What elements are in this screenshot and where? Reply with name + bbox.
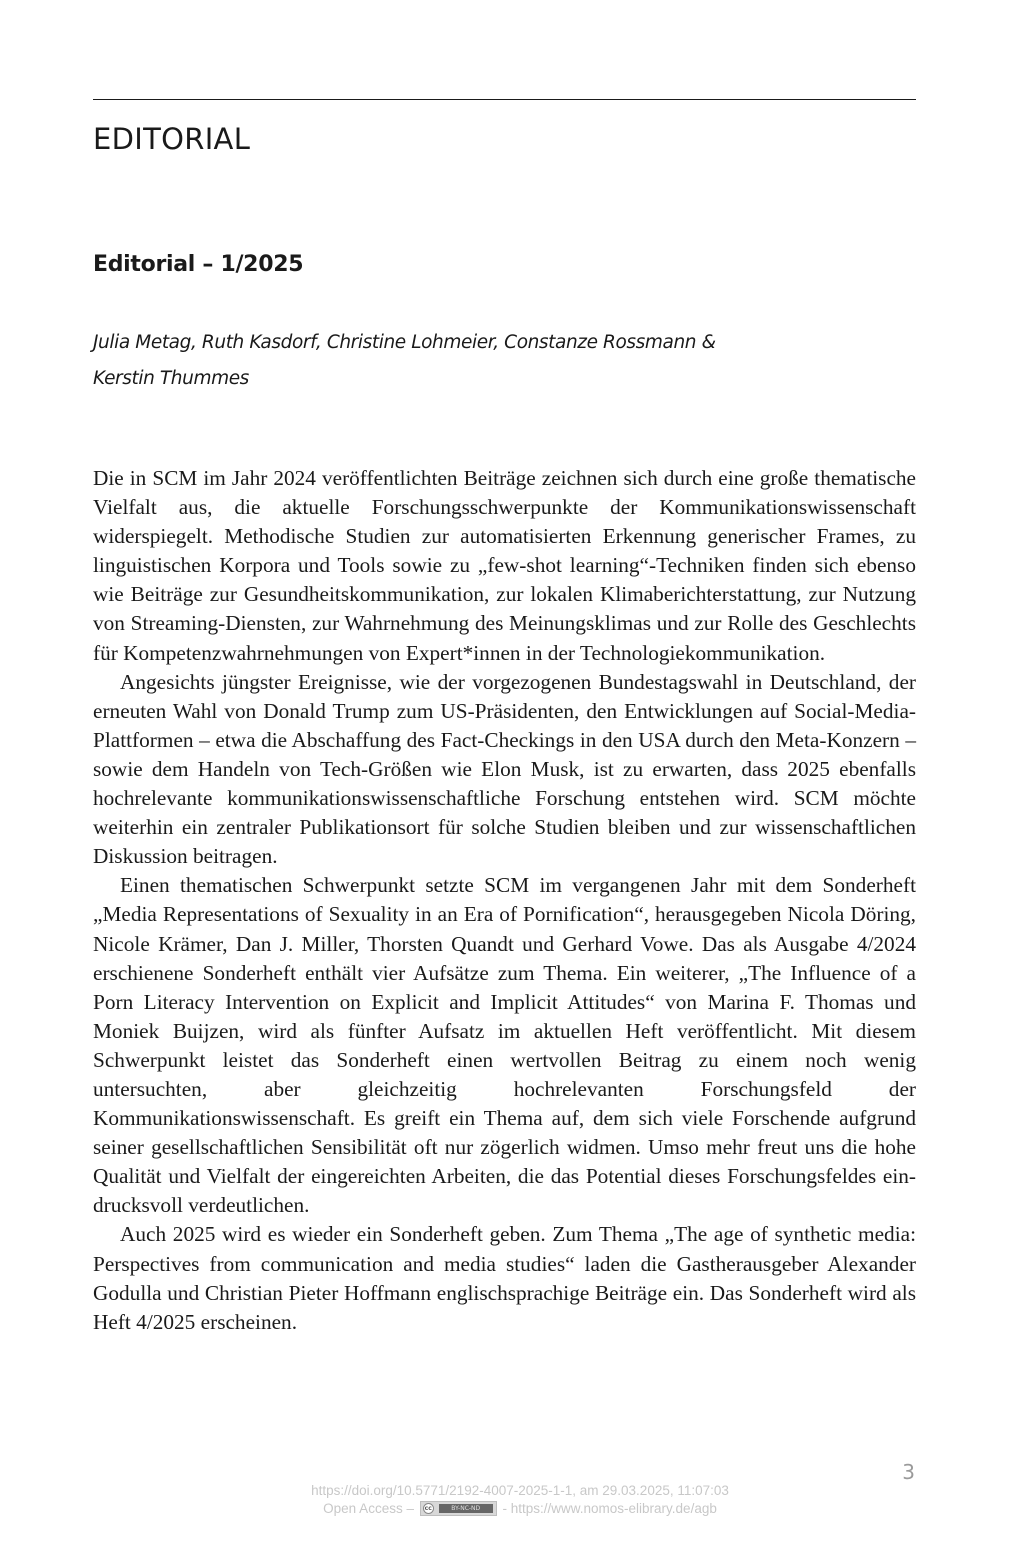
body-paragraph-2: Angesichts jüngster Ereignisse, wie der vorgezogenen Bundestagswahl in Deutschland, der erneuten Wahl von Donald Trump zum US-Präsidenten, den Entwicklungen auf Social-Media-Plattformen – etwa die Abschaffung des Fact-Checkings in den USA durch den Meta-Konzern – sowie dem Handeln von Tech-Größen wie Elon Musk, ist zu erwarten, dass 2025 ebenfalls hochrelevante kommunikationswissenschaftliche Forschung entstehen wird. SCM möchte weiterhin ein zentraler Publikationsort für solche Studien bleiben und zur wissenschaftlichen Diskussion beitragen. [93, 669, 916, 869]
license-type-label: BY-NC-ND [439, 1504, 493, 1513]
footer-access-line [0, 1500, 1015, 1518]
body-paragraph-1: Die in SCM im Jahr 2024 veröffentlichten Beiträge zeichnen sich durch eine große thematische Vielfalt aus, die aktuelle Forschungsschwerpunkte der Kommunikationswissenschaft widerspiegelt. Methodische Studien zur automatisierten Erkennung generischer Frames, zu linguistischen Korpora und Tools sowie zu „few-shot learning“-Techniken finden sich ebenso wie Beiträge zur Gesundheitskommunikation, zur lokalen Klimaberichterstattung, zur Nutzung von Streaming-Diensten, zur Wahrnehmung des Meinungsklimas und zur Rolle des Geschlechts für Kompetenzwahrnehmungen von Expert*innen in der Technologiekommunikation. [93, 466, 916, 665]
agb-link[interactable]: - https://www.nomos-elibrary.de/agb [502, 1501, 717, 1516]
section-label: EDITORIAL [93, 122, 251, 156]
footer-doi-line [0, 1482, 1015, 1500]
authors-line-1: Julia Metag, Ruth Kasdorf, Christine Lohmeier, Constanze Rossmann & [93, 332, 716, 353]
header-rule [93, 99, 916, 100]
article-authors [93, 325, 853, 397]
cc-logo-icon: cc [424, 1504, 432, 1512]
cc-license-badge-icon[interactable] [420, 1501, 497, 1516]
article-title: Editorial – 1/2025 [93, 252, 304, 277]
doi-link[interactable]: https://doi.org/10.5771/2192-4007-2025-1-1, am 29.03.2025, 11:07:03 [311, 1483, 729, 1498]
page-number: 3 [902, 1460, 915, 1484]
open-access-label: Open Access – [323, 1501, 414, 1516]
body-paragraph-3: Einen thematischen Schwerpunkt setzte SCM im vergangenen Jahr mit dem Sonderheft „Media Representations of Sexuality in an Era of Pornification“, herausgegeben Nicola Döring, Nicole Krämer, Dan J. Miller, Thorsten Quandt und Gerhard Vowe. Das als Ausgabe 4/2024 erschienene Sonderheft enthält vier Aufsätze zum Thema. Ein weiterer, „The Influence of a Porn Literacy Intervention on Explicit and Implicit Attitudes“ von Marina F. Thomas und Moniek Buijzen, wird als fünfter Aufsatz im aktuellen Heft veröffentlicht. Mit diesem Schwerpunkt leistet das Sonderheft einen wertvollen Beitrag zu einem noch wenig untersuchten, aber gleichzeitig hochrelevanten Forschungsfeld der Kommunikationswissenschaft. Es greift ein Thema auf, dem sich viele Forschende aufgrund seiner gesellschaftlichen Sensibilität oft nur zögerlich widmen. Umso mehr freut uns die hohe Qualität und Vielfalt der eingereichten Arbeiten, die das Potential dieses Forschungsfeldes eindrucksvoll verdeutlichen. [93, 873, 916, 1218]
authors-line-2: Kerstin Thummes [93, 368, 249, 389]
article-body [93, 464, 916, 1337]
body-paragraph-4: Auch 2025 wird es wieder ein Sonderheft geben. Zum Thema „The age of synthetic media: Perspectives from communication and media studies“ laden die Gastherausgeber Alexander Godulla und Christian Pieter Hoffmann englischsprachige Beiträge ein. Das Sonderheft wird als Heft 4/2025 erscheinen. [93, 1222, 916, 1334]
